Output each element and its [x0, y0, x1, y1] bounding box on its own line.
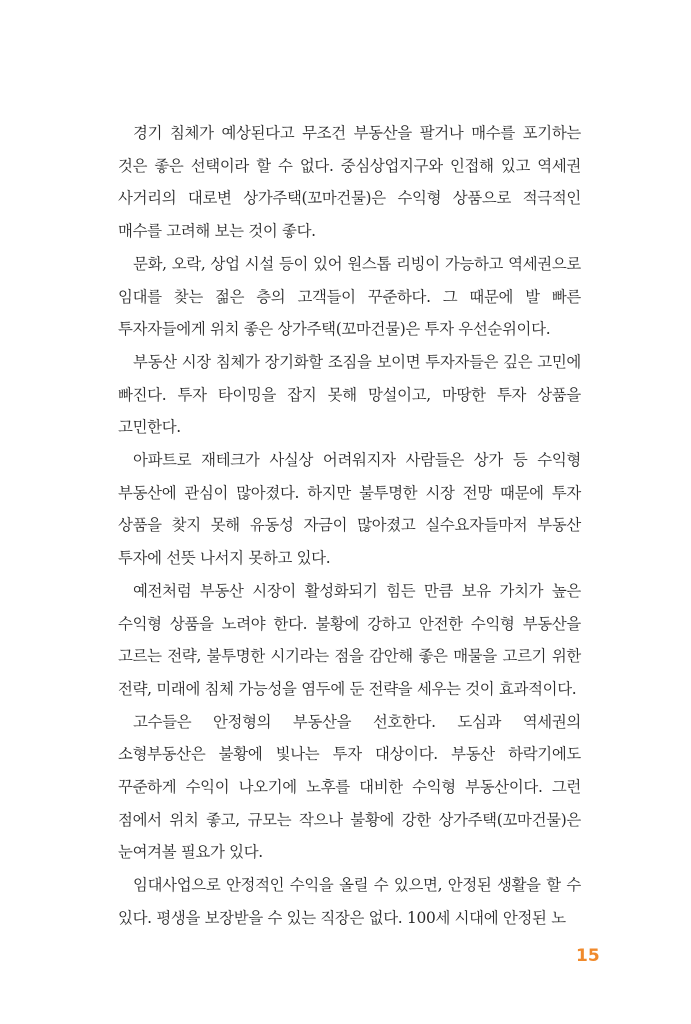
page-number: 15 [576, 946, 600, 966]
paragraph: 고수들은 안정형의 부동산을 선호한다. 도심과 역세권의 소형부동산은 불황에 빛나는 투자 대상이다. 부동산 하락기에도 꾸준하게 수익이 나오기에 노후를 대비한 수익형 부동산이다. 그런 점에서 위치 좋고, 규모는 작으나 불황에 강한 상가주택(꼬마건물)은 눈여겨볼 필요가 있다. [118, 712, 581, 862]
paragraph: 부동산 시장 침체가 장기화할 조짐을 보이면 투자자들은 깊은 고민에 빠진다. 투자 타이밍을 잡지 못해 망설이고, 마땅한 투자 상품을 고민한다. [118, 352, 581, 437]
paragraph: 임대사업으로 안정적인 수익을 올릴 수 있으면, 안정된 생활을 할 수 있다. 평생을 보장받을 수 있는 직장은 없다. 100세 시대에 안정된 노 [118, 876, 581, 927]
body-text [118, 117, 581, 935]
paragraph: 경기 침체가 예상된다고 무조건 부동산을 팔거나 매수를 포기하는 것은 좋은 선택이라 할 수 없다. 중심상업지구와 인접해 있고 역세권 사거리의 대로변 상가주택(꼬마건물)은 수익형 상품으로 적극적인 매수를 고려해 보는 것이 좋다. [118, 124, 581, 241]
paragraph: 문화, 오락, 상업 시설 등이 있어 원스톱 리빙이 가능하고 역세권으로 임대를 찾는 젊은 층의 고객들이 꾸준하다. 그 때문에 발 빠른 투자자들에게 위치 좋은 상가주택(꼬마건물)은 투자 우선순위이다. [118, 254, 581, 339]
paragraph: 예전처럼 부동산 시장이 활성화되기 힘든 만큼 보유 가치가 높은 수익형 상품을 노려야 한다. 불황에 강하고 안전한 수익형 부동산을 고르는 전략, 불투명한 시기라는 점을 감안해 좋은 매물을 고르기 위한 전략, 미래에 침체 가능성을 염두에 둔 전략을 세우는 것이 효과적이다. [118, 581, 581, 698]
paragraph: 아파트로 재테크가 사실상 어려워지자 사람들은 상가 등 수익형 부동산에 관심이 많아졌다. 하지만 불투명한 시장 전망 때문에 투자 상품을 찾지 못해 유동성 자금이 많아졌고 실수요자들마저 부동산 투자에 선뜻 나서지 못하고 있다. [118, 451, 581, 568]
